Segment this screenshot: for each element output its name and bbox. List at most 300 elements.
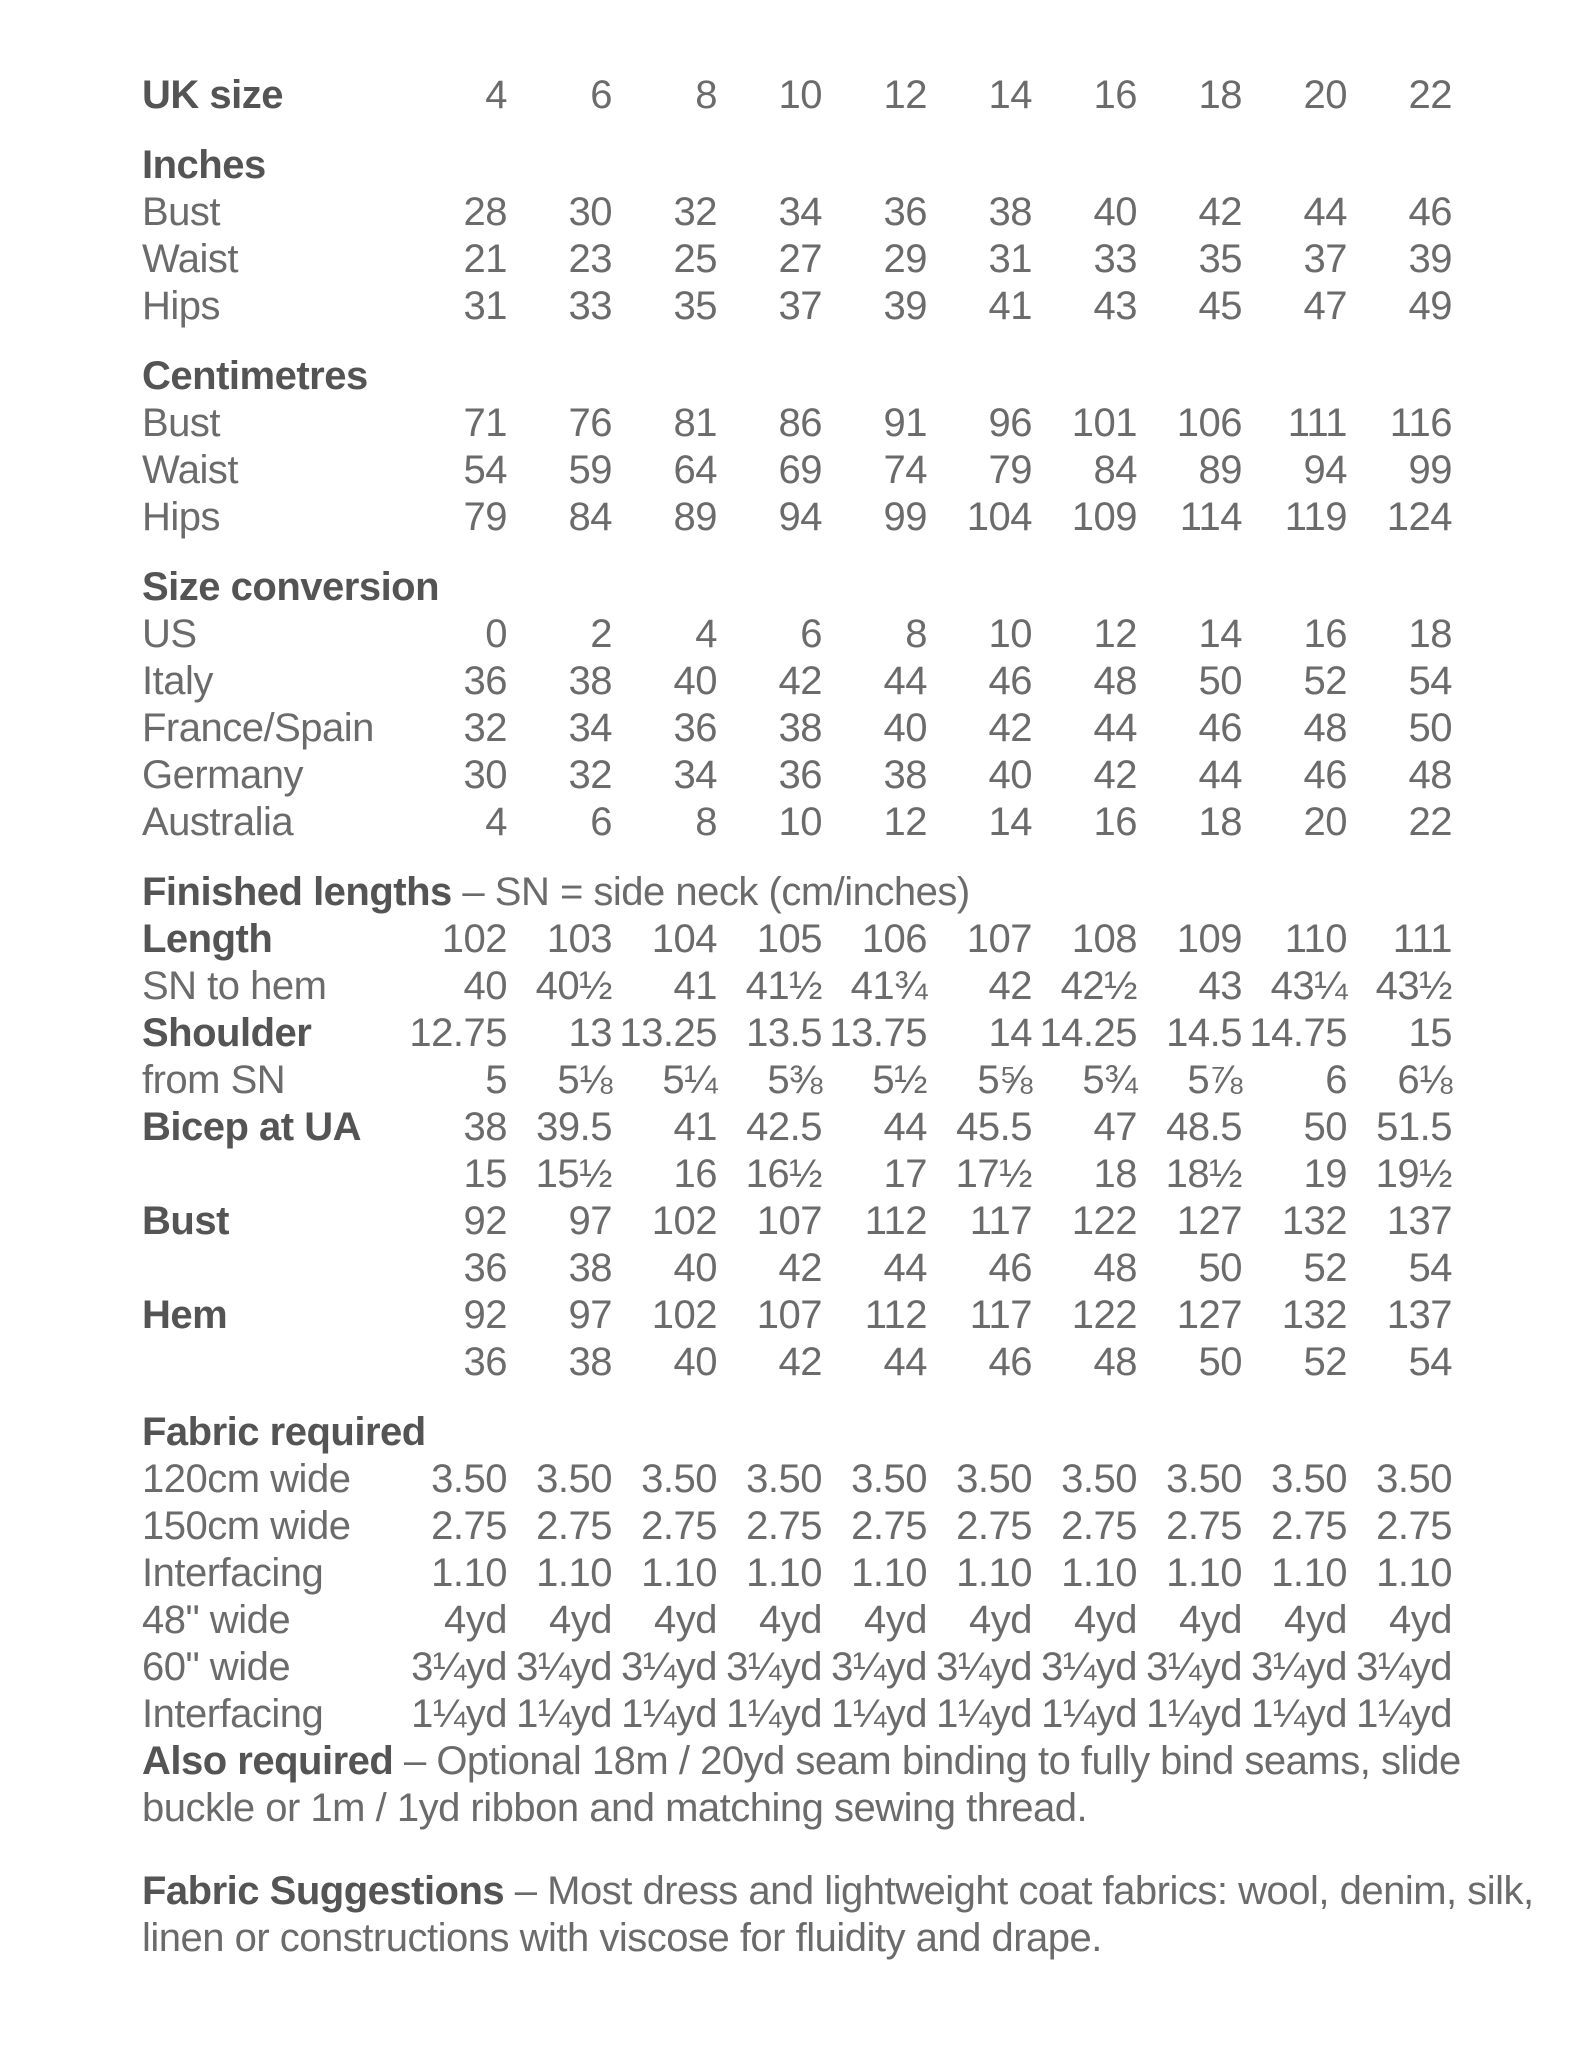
- value-cell: 44: [883, 659, 927, 703]
- value-cell: 2.75: [536, 1504, 612, 1548]
- value-cell: 84: [568, 495, 612, 539]
- row-label: Shoulder: [142, 1011, 312, 1055]
- value-cell: 17½: [955, 1152, 1032, 1196]
- value-cell: 97: [568, 1293, 612, 1337]
- value-cell: 1¼yd: [1356, 1692, 1452, 1736]
- table-row: [142, 1550, 1587, 1597]
- section-heading-label: Finished lengths: [142, 870, 452, 914]
- section-heading: [142, 869, 1587, 916]
- value-cell: 41½: [745, 964, 822, 1008]
- value-cell: 5¼: [662, 1058, 717, 1102]
- value-cell: 29: [883, 237, 927, 281]
- value-cell: 23: [568, 237, 612, 281]
- value-cell: 106: [1176, 401, 1242, 445]
- value-cell: 25: [673, 237, 717, 281]
- value-cell: 104: [651, 917, 717, 961]
- value-cell: 13.75: [829, 1011, 927, 1055]
- value-cell: 1¼yd: [1251, 1692, 1347, 1736]
- value-cell: 2.75: [431, 1504, 507, 1548]
- value-cell: 22: [1408, 73, 1452, 117]
- value-cell: 44: [883, 1246, 927, 1290]
- value-cell: 40: [883, 706, 927, 750]
- value-cell: 12: [883, 800, 927, 844]
- value-cell: 102: [651, 1293, 717, 1337]
- value-cell: 42: [778, 1340, 822, 1384]
- value-cell: 48.5: [1166, 1105, 1242, 1149]
- value-cell: 3¼yd: [936, 1645, 1032, 1689]
- value-cell: 45: [1198, 284, 1242, 328]
- value-cell: 10: [988, 612, 1032, 656]
- value-cell: 89: [673, 495, 717, 539]
- value-cell: 44: [1198, 753, 1242, 797]
- value-cell: 3¼yd: [831, 1645, 927, 1689]
- value-cell: 137: [1386, 1293, 1452, 1337]
- value-cell: 1¼yd: [1041, 1692, 1137, 1736]
- value-cell: 13.5: [746, 1011, 822, 1055]
- value-cell: 30: [463, 753, 507, 797]
- value-cell: 132: [1281, 1293, 1347, 1337]
- value-cell: 6: [590, 800, 612, 844]
- row-label: 60" wide: [142, 1645, 291, 1689]
- value-cell: 10: [778, 73, 822, 117]
- value-cell: 8: [695, 73, 717, 117]
- table-row: [142, 1198, 1587, 1245]
- value-cell: 39: [883, 284, 927, 328]
- value-cell: 102: [651, 1199, 717, 1243]
- value-cell: 50: [1303, 1105, 1347, 1149]
- value-cell: 12.75: [409, 1011, 507, 1055]
- value-cell: 89: [1198, 448, 1242, 492]
- value-cell: 13.25: [619, 1011, 717, 1055]
- value-cell: 46: [988, 659, 1032, 703]
- row-label: Hips: [142, 284, 221, 328]
- value-cell: 99: [1408, 448, 1452, 492]
- value-cell: 92: [463, 1199, 507, 1243]
- value-cell: 30: [568, 190, 612, 234]
- value-cell: 4yd: [1389, 1598, 1452, 1642]
- value-cell: 111: [1392, 917, 1452, 961]
- value-cell: 1.10: [1271, 1551, 1347, 1595]
- row-label: Australia: [142, 800, 294, 844]
- value-cell: 119: [1284, 495, 1347, 539]
- uk-size-row: [142, 72, 1587, 119]
- value-cell: 2.75: [851, 1504, 927, 1548]
- value-cell: 112: [864, 1293, 927, 1337]
- value-cell: 46: [1198, 706, 1242, 750]
- value-cell: 50: [1198, 1246, 1242, 1290]
- value-cell: 1.10: [431, 1551, 507, 1595]
- value-cell: 124: [1386, 495, 1452, 539]
- value-cell: 48: [1303, 706, 1347, 750]
- value-cell: 18: [1198, 800, 1242, 844]
- value-cell: 52: [1303, 1340, 1347, 1384]
- value-cell: 46: [988, 1246, 1032, 1290]
- value-cell: 106: [861, 917, 927, 961]
- value-cell: 5⅛: [557, 1058, 612, 1102]
- value-cell: 3.50: [1061, 1457, 1137, 1501]
- value-cell: 1¼yd: [726, 1692, 822, 1736]
- value-cell: 50: [1198, 1340, 1242, 1384]
- value-cell: 42: [778, 1246, 822, 1290]
- value-cell: 69: [778, 448, 822, 492]
- value-cell: 46: [988, 1340, 1032, 1384]
- value-cell: 64: [673, 448, 717, 492]
- value-cell: 41: [673, 964, 717, 1008]
- value-cell: 5: [485, 1058, 507, 1102]
- section-heading-label: Inches: [142, 143, 266, 187]
- value-cell: 18: [1198, 73, 1242, 117]
- value-cell: 79: [463, 495, 507, 539]
- value-cell: 96: [988, 401, 1032, 445]
- value-cell: 14: [988, 73, 1032, 117]
- value-cell: 116: [1389, 401, 1452, 445]
- value-cell: 4yd: [759, 1598, 822, 1642]
- value-cell: 4: [485, 800, 507, 844]
- value-cell: 1.10: [746, 1551, 822, 1595]
- table-row: [142, 799, 1587, 846]
- value-cell: 28: [463, 190, 507, 234]
- value-cell: 54: [463, 448, 507, 492]
- note-text: – Most dress and lightweight coat fabrics: wool, denim, silk, linen or constructions with viscose for fluidity and drape.: [142, 1869, 1534, 1960]
- value-cell: 1¼yd: [621, 1692, 717, 1736]
- value-cell: 35: [1198, 237, 1242, 281]
- section-heading-label: Size conversion: [142, 565, 440, 609]
- value-cell: 19: [1303, 1152, 1347, 1196]
- value-cell: 18½: [1165, 1152, 1242, 1196]
- value-cell: 15: [1408, 1011, 1452, 1055]
- value-cell: 48: [1093, 1340, 1137, 1384]
- value-cell: 43½: [1375, 964, 1452, 1008]
- table-row: [142, 963, 1587, 1010]
- value-cell: 40: [673, 1340, 717, 1384]
- value-cell: 4: [485, 73, 507, 117]
- value-cell: 99: [883, 495, 927, 539]
- value-cell: 3.50: [1376, 1457, 1452, 1501]
- value-cell: 36: [778, 753, 822, 797]
- value-cell: 54: [1408, 1246, 1452, 1290]
- table-row: [142, 494, 1587, 541]
- row-label: from SN: [142, 1058, 286, 1102]
- value-cell: 94: [1303, 448, 1347, 492]
- value-cell: 76: [568, 401, 612, 445]
- value-cell: 16½: [745, 1152, 822, 1196]
- value-cell: 1.10: [1376, 1551, 1452, 1595]
- value-cell: 20: [1303, 73, 1347, 117]
- value-cell: 54: [1408, 659, 1452, 703]
- value-cell: 14.5: [1166, 1011, 1242, 1055]
- value-cell: 2: [590, 612, 612, 656]
- row-label: Bust: [142, 190, 221, 234]
- value-cell: 41¾: [850, 964, 927, 1008]
- value-cell: 16: [1303, 612, 1347, 656]
- value-cell: 37: [1303, 237, 1347, 281]
- row-label: Hem: [142, 1293, 228, 1337]
- value-cell: 32: [568, 753, 612, 797]
- table-row: [142, 611, 1587, 658]
- value-cell: 4yd: [549, 1598, 612, 1642]
- value-cell: 42: [778, 659, 822, 703]
- value-cell: 5½: [872, 1058, 927, 1102]
- value-cell: 32: [463, 706, 507, 750]
- value-cell: 0: [485, 612, 507, 656]
- value-cell: 38: [568, 1246, 612, 1290]
- value-cell: 38: [568, 1340, 612, 1384]
- value-cell: 107: [756, 1293, 822, 1337]
- table-row: [142, 658, 1587, 705]
- value-cell: 42: [988, 706, 1032, 750]
- value-cell: 40: [988, 753, 1032, 797]
- section-heading: [142, 1409, 1587, 1456]
- section-heading: [142, 353, 1587, 400]
- value-cell: 42: [1198, 190, 1242, 234]
- value-cell: 6⅛: [1397, 1058, 1452, 1102]
- value-cell: 114: [1179, 495, 1242, 539]
- value-cell: 43: [1093, 284, 1137, 328]
- table-row: [142, 283, 1587, 330]
- value-cell: 35: [673, 284, 717, 328]
- table-row: [142, 1057, 1587, 1104]
- table-row: [142, 752, 1587, 799]
- section-heading: [142, 564, 1587, 611]
- value-cell: 4yd: [1179, 1598, 1242, 1642]
- value-cell: 5¾: [1082, 1058, 1137, 1102]
- value-cell: 108: [1071, 917, 1137, 961]
- value-cell: 109: [1071, 495, 1137, 539]
- table-row: [142, 1292, 1587, 1339]
- table-row: [142, 1151, 1587, 1198]
- value-cell: 27: [778, 237, 822, 281]
- value-cell: 2.75: [1376, 1504, 1452, 1548]
- value-cell: 1¼yd: [936, 1692, 1032, 1736]
- value-cell: 3.50: [431, 1457, 507, 1501]
- value-cell: 101: [1071, 401, 1137, 445]
- value-cell: 105: [756, 917, 822, 961]
- value-cell: 110: [1284, 917, 1347, 961]
- value-cell: 45.5: [956, 1105, 1032, 1149]
- value-cell: 3¼yd: [621, 1645, 717, 1689]
- value-cell: 79: [988, 448, 1032, 492]
- value-cell: 37: [778, 284, 822, 328]
- value-cell: 3¼yd: [1251, 1645, 1347, 1689]
- value-cell: 44: [883, 1105, 927, 1149]
- row-label: Interfacing: [142, 1551, 324, 1595]
- value-cell: 38: [778, 706, 822, 750]
- value-cell: 39: [1408, 237, 1452, 281]
- row-label: Bicep at UA: [142, 1105, 361, 1149]
- value-cell: 3¼yd: [726, 1645, 822, 1689]
- value-cell: 31: [988, 237, 1032, 281]
- value-cell: 117: [969, 1199, 1032, 1243]
- value-cell: 42: [1093, 753, 1137, 797]
- size-table: [142, 72, 1587, 1738]
- value-cell: 48: [1093, 659, 1137, 703]
- value-cell: 3¼yd: [1356, 1645, 1452, 1689]
- value-cell: 21: [463, 237, 507, 281]
- value-cell: 52: [1303, 659, 1347, 703]
- value-cell: 137: [1386, 1199, 1452, 1243]
- value-cell: 40½: [535, 964, 612, 1008]
- value-cell: 19½: [1375, 1152, 1452, 1196]
- value-cell: 59: [568, 448, 612, 492]
- value-cell: 13: [568, 1011, 612, 1055]
- value-cell: 2.75: [1061, 1504, 1137, 1548]
- value-cell: 14: [988, 1011, 1032, 1055]
- value-cell: 1.10: [536, 1551, 612, 1595]
- section-heading-suffix: – SN = side neck (cm/inches): [451, 870, 970, 914]
- value-cell: 46: [1303, 753, 1347, 797]
- value-cell: 14: [1198, 612, 1242, 656]
- value-cell: 54: [1408, 1340, 1452, 1384]
- row-label: Bust: [142, 401, 221, 445]
- value-cell: 4yd: [1284, 1598, 1347, 1642]
- value-cell: 41: [673, 1105, 717, 1149]
- value-cell: 16: [1093, 73, 1137, 117]
- value-cell: 3¼yd: [1146, 1645, 1242, 1689]
- value-cell: 3¼yd: [411, 1645, 507, 1689]
- row-label: 120cm wide: [142, 1457, 351, 1501]
- value-cell: 5⅜: [767, 1058, 822, 1102]
- row-label: SN to hem: [142, 964, 327, 1008]
- value-cell: 107: [966, 917, 1032, 961]
- table-row: [142, 400, 1587, 447]
- row-label: US: [142, 612, 197, 656]
- value-cell: 122: [1071, 1199, 1137, 1243]
- table-row: [142, 236, 1587, 283]
- value-cell: 36: [463, 659, 507, 703]
- value-cell: 3.50: [851, 1457, 927, 1501]
- value-cell: 3.50: [1271, 1457, 1347, 1501]
- value-cell: 4yd: [444, 1598, 507, 1642]
- value-cell: 41: [988, 284, 1032, 328]
- note-text: – Optional 18m / 20yd seam binding to fully bind seams, slide buckle or 1m / 1yd ribbon and matching sewing thread.: [142, 1739, 1461, 1830]
- value-cell: 42: [988, 964, 1032, 1008]
- value-cell: 33: [568, 284, 612, 328]
- row-label: Interfacing: [142, 1692, 324, 1736]
- value-cell: 40: [673, 1246, 717, 1290]
- table-row: [142, 1245, 1587, 1292]
- value-cell: 49: [1408, 284, 1452, 328]
- value-cell: 34: [778, 190, 822, 234]
- table-row: [142, 1691, 1587, 1738]
- row-label: UK size: [142, 73, 283, 117]
- table-row: [142, 1339, 1587, 1386]
- row-label: Waist: [142, 237, 239, 281]
- value-cell: 43¼: [1270, 964, 1347, 1008]
- row-label: France/Spain: [142, 706, 374, 750]
- row-label: Waist: [142, 448, 239, 492]
- table-row: [142, 447, 1587, 494]
- row-label: Hips: [142, 495, 221, 539]
- value-cell: 102: [441, 917, 507, 961]
- row-label: Germany: [142, 753, 303, 797]
- value-cell: 8: [905, 612, 927, 656]
- table-row: [142, 1597, 1587, 1644]
- value-cell: 3¼yd: [516, 1645, 612, 1689]
- value-cell: 48: [1093, 1246, 1137, 1290]
- value-cell: 17: [883, 1152, 927, 1196]
- value-cell: 1.10: [1166, 1551, 1242, 1595]
- section-heading-label: Centimetres: [142, 354, 368, 398]
- value-cell: 2.75: [746, 1504, 822, 1548]
- value-cell: 92: [463, 1293, 507, 1337]
- value-cell: 1.10: [641, 1551, 717, 1595]
- value-cell: 43: [1198, 964, 1242, 1008]
- value-cell: 6: [1325, 1058, 1347, 1102]
- value-cell: 2.75: [1166, 1504, 1242, 1548]
- table-row: [142, 1456, 1587, 1503]
- note-lead: Fabric Suggestions: [142, 1869, 505, 1913]
- value-cell: 14.75: [1249, 1011, 1347, 1055]
- value-cell: 36: [883, 190, 927, 234]
- section-heading: [142, 142, 1587, 189]
- value-cell: 2.75: [641, 1504, 717, 1548]
- value-cell: 42.5: [746, 1105, 822, 1149]
- value-cell: 33: [1093, 237, 1137, 281]
- value-cell: 36: [463, 1340, 507, 1384]
- value-cell: 36: [463, 1246, 507, 1290]
- table-row: [142, 1010, 1587, 1057]
- value-cell: 71: [463, 401, 507, 445]
- value-cell: 104: [966, 495, 1032, 539]
- note-paragraph: [142, 1738, 1542, 1832]
- value-cell: 32: [673, 190, 717, 234]
- row-label: 48" wide: [142, 1598, 291, 1642]
- value-cell: 6: [590, 73, 612, 117]
- value-cell: 84: [1093, 448, 1137, 492]
- value-cell: 46: [1408, 190, 1452, 234]
- value-cell: 1¼yd: [411, 1692, 507, 1736]
- value-cell: 12: [1093, 612, 1137, 656]
- value-cell: 3.50: [956, 1457, 1032, 1501]
- value-cell: 16: [673, 1152, 717, 1196]
- value-cell: 1.10: [1061, 1551, 1137, 1595]
- value-cell: 4yd: [654, 1598, 717, 1642]
- value-cell: 111: [1287, 401, 1347, 445]
- value-cell: 122: [1071, 1293, 1137, 1337]
- value-cell: 127: [1176, 1199, 1242, 1243]
- note-lead: Also required: [142, 1739, 394, 1783]
- value-cell: 47: [1093, 1105, 1137, 1149]
- table-row: [142, 916, 1587, 963]
- value-cell: 6: [800, 612, 822, 656]
- value-cell: 74: [883, 448, 927, 492]
- value-cell: 3.50: [641, 1457, 717, 1501]
- value-cell: 38: [988, 190, 1032, 234]
- value-cell: 38: [883, 753, 927, 797]
- notes: [142, 1738, 1587, 1962]
- value-cell: 94: [778, 495, 822, 539]
- value-cell: 127: [1176, 1293, 1242, 1337]
- value-cell: 1¼yd: [831, 1692, 927, 1736]
- value-cell: 14: [988, 800, 1032, 844]
- value-cell: 34: [673, 753, 717, 797]
- section-heading-label: Fabric required: [142, 1410, 426, 1454]
- value-cell: 52: [1303, 1246, 1347, 1290]
- value-cell: 5⅝: [977, 1058, 1032, 1102]
- value-cell: 109: [1176, 917, 1242, 961]
- value-cell: 51.5: [1376, 1105, 1452, 1149]
- value-cell: 18: [1093, 1152, 1137, 1196]
- value-cell: 4: [695, 612, 717, 656]
- value-cell: 50: [1408, 706, 1452, 750]
- value-cell: 15½: [535, 1152, 612, 1196]
- value-cell: 86: [778, 401, 822, 445]
- row-label: 150cm wide: [142, 1504, 351, 1548]
- value-cell: 132: [1281, 1199, 1347, 1243]
- value-cell: 8: [695, 800, 717, 844]
- value-cell: 3.50: [1166, 1457, 1242, 1501]
- value-cell: 16: [1093, 800, 1137, 844]
